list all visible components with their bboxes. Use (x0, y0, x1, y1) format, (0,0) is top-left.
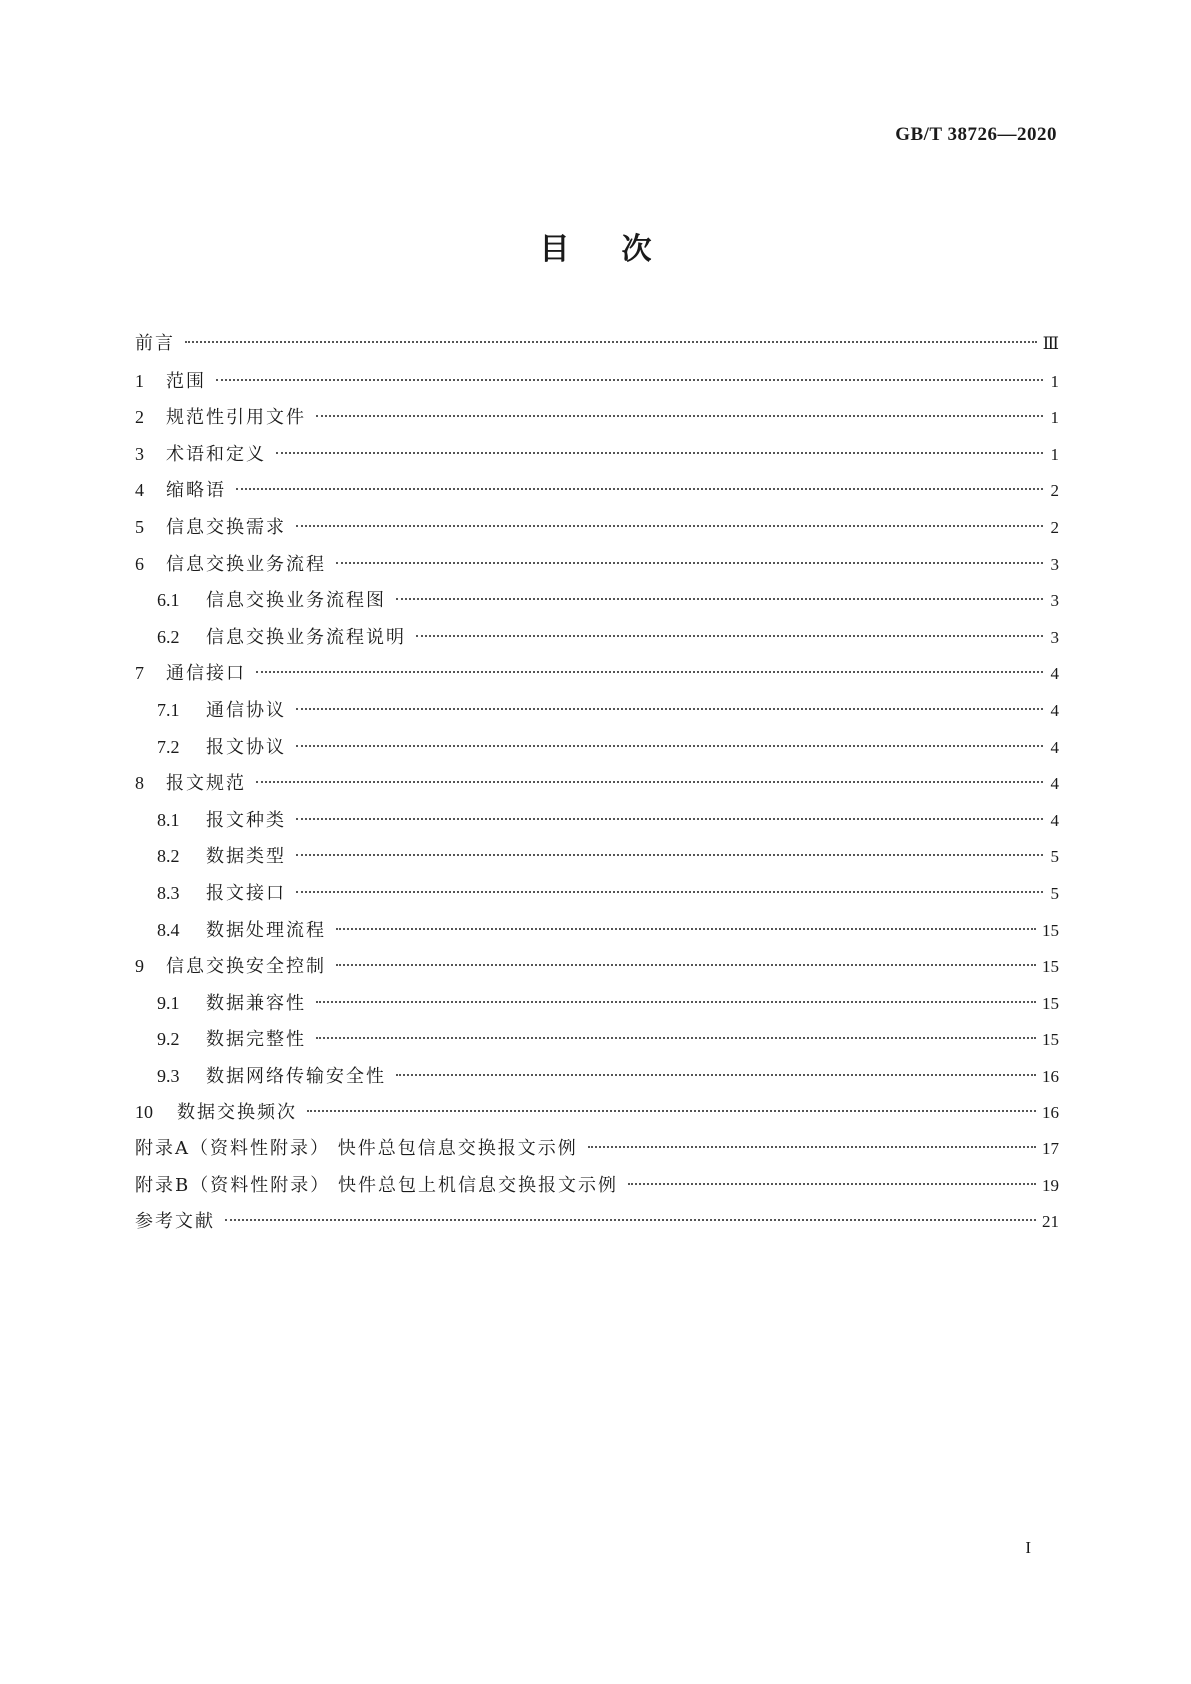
toc-leader-dots (296, 525, 1043, 527)
toc-entry-text: 通信协议 (206, 699, 286, 721)
toc-entry-text: 范围 (166, 370, 206, 392)
toc-entry-number: 3 (135, 443, 144, 464)
toc-leader-dots (307, 1110, 1036, 1112)
toc-entry-text: 数据兼容性 (206, 992, 306, 1014)
toc-leader-dots (256, 781, 1043, 783)
toc-entry-page: 3 (1050, 554, 1059, 574)
toc-entry-5[interactable] (135, 509, 1059, 546)
standard-code: GB/T 38726—2020 (895, 124, 1057, 145)
toc-entry-text: 缩略语 (166, 480, 226, 502)
toc-entry-number: 9.2 (157, 1029, 180, 1050)
toc-leader-dots (296, 745, 1043, 747)
toc-leader-dots (396, 598, 1043, 600)
toc-entry-number: 9 (135, 956, 144, 977)
toc-entry-text: 数据完整性 (206, 1029, 306, 1051)
toc-entry-number: 2 (135, 407, 144, 428)
toc-leader-dots (316, 415, 1043, 417)
toc-entry-number: 7.2 (157, 736, 180, 757)
toc-leader-dots (628, 1183, 1036, 1185)
toc-entry-number: 6.2 (157, 626, 180, 647)
toc-entry-number: 6 (135, 553, 144, 574)
toc-leader-dots (396, 1074, 1036, 1076)
toc-entry-3[interactable] (135, 436, 1059, 473)
toc-entry-2[interactable] (135, 399, 1059, 436)
toc-entry-text: 信息交换需求 (166, 516, 286, 538)
toc-entry-number: 9.3 (157, 1065, 180, 1086)
toc-entry-6-1[interactable] (135, 582, 1059, 619)
toc-entry-text: 附录B（资料性附录） 快件总包上机信息交换报文示例 (135, 1174, 618, 1196)
toc-entry-page: 3 (1050, 591, 1059, 611)
toc-leader-dots (225, 1219, 1036, 1221)
toc-leader-dots (296, 854, 1043, 856)
toc-entry-text: 规范性引用文件 (166, 407, 306, 429)
toc-entry-9-1[interactable] (135, 985, 1059, 1022)
toc-entry-page: 5 (1050, 883, 1059, 903)
toc-entry-1[interactable] (135, 363, 1059, 400)
toc-entry-page: 2 (1050, 481, 1059, 501)
toc-entry-page: 2 (1050, 517, 1059, 537)
toc-entry-page: Ⅲ (1042, 334, 1059, 353)
toc-entry-9-2[interactable] (135, 1021, 1059, 1058)
toc-leader-dots (296, 891, 1043, 893)
toc-entry-page: 5 (1050, 847, 1059, 867)
toc-entry-text: 信息交换业务流程图 (206, 590, 386, 612)
toc-title: 目次 (539, 232, 704, 267)
toc-leader-dots (236, 488, 1043, 490)
toc-entry-page: 4 (1050, 700, 1059, 720)
toc-entry-text: 数据交换频次 (177, 1102, 297, 1124)
toc-entry-number: 6.1 (157, 590, 180, 611)
toc-entry-page: 4 (1050, 774, 1059, 794)
toc-entry-number: 8.2 (157, 846, 180, 867)
toc-list (135, 326, 1059, 1241)
toc-leader-dots (588, 1146, 1036, 1148)
toc-entry-text: 报文接口 (206, 882, 286, 904)
toc-entry-number: 9.1 (157, 992, 180, 1013)
toc-entry-6[interactable] (135, 546, 1059, 583)
toc-entry-9-3[interactable] (135, 1058, 1059, 1095)
toc-entry-page: 1 (1050, 371, 1059, 391)
toc-entry-text: 附录A（资料性附录） 快件总包信息交换报文示例 (135, 1138, 578, 1160)
toc-entry-page: 15 (1042, 993, 1059, 1013)
toc-entry-number: 7 (135, 663, 144, 684)
toc-entry-page: 4 (1050, 664, 1059, 684)
toc-entry-page: 4 (1050, 737, 1059, 757)
toc-entry-4[interactable] (135, 472, 1059, 509)
toc-leader-dots (216, 379, 1043, 381)
toc-leader-dots (316, 1037, 1036, 1039)
toc-leader-dots (256, 671, 1043, 673)
toc-entry-number: 8.3 (157, 882, 180, 903)
toc-entry-10[interactable] (135, 1094, 1059, 1131)
toc-entry-page: 15 (1042, 957, 1059, 977)
toc-entry-text: 数据处理流程 (206, 919, 326, 941)
toc-leader-dots (276, 452, 1043, 454)
toc-entry-7-2[interactable] (135, 729, 1059, 766)
toc-entry-text: 通信接口 (166, 663, 246, 685)
toc-entry-page: 3 (1050, 627, 1059, 647)
toc-entry-text: 信息交换业务流程说明 (206, 626, 406, 648)
toc-entry-6-2[interactable] (135, 619, 1059, 656)
toc-leader-dots (336, 964, 1036, 966)
page-number: I (1025, 1538, 1031, 1557)
toc-entry-8-1[interactable] (135, 802, 1059, 839)
toc-entry-number: 8.4 (157, 919, 180, 940)
toc-entry-appendix-a[interactable] (135, 1131, 1059, 1168)
toc-entry-page: 16 (1042, 1066, 1059, 1086)
toc-leader-dots (296, 708, 1043, 710)
toc-entry-text: 报文协议 (206, 736, 286, 758)
toc-entry-7[interactable] (135, 655, 1059, 692)
toc-entry-text: 信息交换业务流程 (166, 553, 326, 575)
toc-leader-dots (416, 635, 1043, 637)
toc-entry-page: 21 (1042, 1212, 1059, 1232)
toc-entry-page: 1 (1050, 408, 1059, 428)
toc-entry-page: 19 (1042, 1175, 1059, 1195)
toc-leader-dots (296, 818, 1043, 820)
toc-entry-text: 报文规范 (166, 773, 246, 795)
toc-entry-page: 15 (1042, 920, 1059, 940)
toc-entry-text: 术语和定义 (166, 443, 266, 465)
toc-entry-page: 15 (1042, 1030, 1059, 1050)
toc-leader-dots (336, 928, 1036, 930)
toc-entry-page: 4 (1050, 810, 1059, 830)
toc-entry-number: 7.1 (157, 699, 180, 720)
toc-entry-number: 4 (135, 480, 144, 501)
toc-entry-page: 1 (1050, 444, 1059, 464)
toc-entry-8[interactable] (135, 765, 1059, 802)
toc-leader-dots (336, 562, 1043, 564)
toc-entry-7-1[interactable] (135, 692, 1059, 729)
toc-entry-9[interactable] (135, 948, 1059, 985)
toc-entry-number: 10 (135, 1102, 153, 1123)
toc-entry-number: 1 (135, 370, 144, 391)
toc-entry-8-2[interactable] (135, 838, 1059, 875)
toc-entry-number: 5 (135, 516, 144, 537)
toc-entry-page: 16 (1042, 1103, 1059, 1123)
toc-leader-dots (316, 1001, 1036, 1003)
toc-entry-appendix-b[interactable] (135, 1168, 1059, 1205)
toc-entry-page: 17 (1042, 1139, 1059, 1159)
toc-entry-number: 8 (135, 773, 144, 794)
toc-entry-8-3[interactable] (135, 875, 1059, 912)
toc-entry-text: 数据网络传输安全性 (206, 1065, 386, 1087)
toc-entry-text: 前言 (135, 333, 175, 354)
toc-entry-references[interactable] (135, 1204, 1059, 1241)
toc-entry-text: 报文种类 (206, 809, 286, 831)
toc-entry-number: 8.1 (157, 809, 180, 830)
toc-entry-preface[interactable] (135, 326, 1059, 363)
toc-entry-8-4[interactable] (135, 912, 1059, 949)
toc-entry-text: 参考文献 (135, 1211, 215, 1233)
toc-entry-text: 信息交换安全控制 (166, 956, 326, 978)
toc-leader-dots (185, 341, 1037, 343)
toc-entry-text: 数据类型 (206, 846, 286, 868)
